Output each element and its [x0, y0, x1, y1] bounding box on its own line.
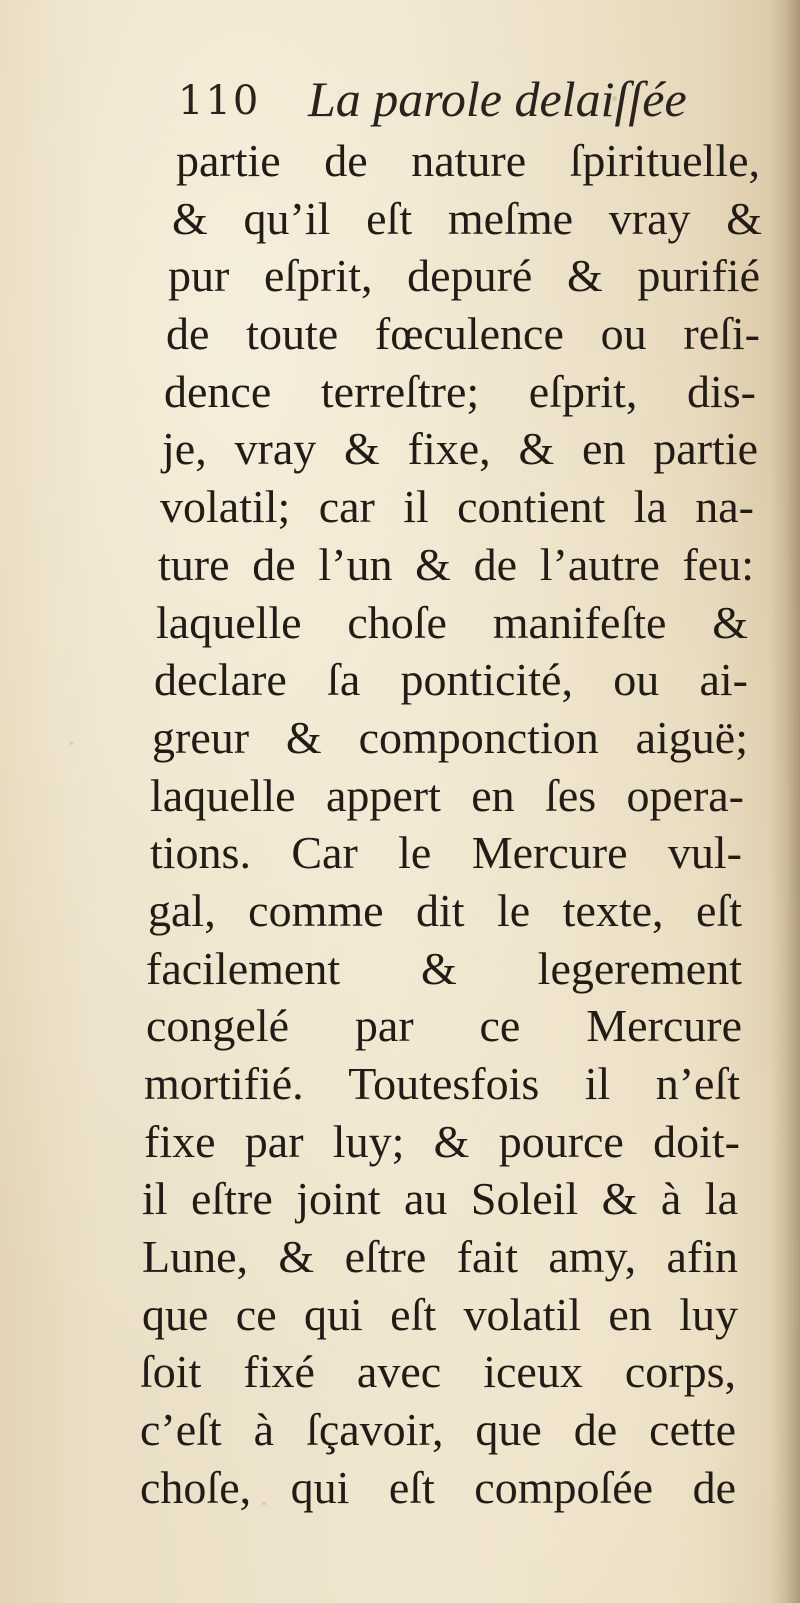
text-line: ture de l’un & de l’autre feu:: [158, 538, 754, 590]
text-line: c’eſt à ſçavoir, que de cette: [140, 1404, 736, 1456]
text-line: laquelle choſe manifeſte &: [156, 596, 748, 648]
text-line: congelé par ce Mercure: [146, 1000, 742, 1052]
text-line: laquelle appert en ſes opera-: [150, 769, 744, 821]
page-number: 110: [178, 78, 261, 124]
text-line: mortifié. Toutesfois il n’eſt: [144, 1058, 740, 1109]
page-gutter-shadow: [770, 0, 800, 1603]
text-line: Lune, & eſtre fait amy, afin: [142, 1231, 738, 1283]
text-line: partie de nature ſpirituelle,: [176, 135, 760, 186]
text-line: pur eſprit, depuré & purifié: [168, 250, 760, 302]
text-line: gal, comme dit le texte, eſt: [148, 884, 742, 936]
text-line: tions. Car le Mercure vul-: [150, 827, 742, 879]
text-line: volatil; car il contient la na-: [160, 481, 754, 533]
text-line: greur & componction aiguë;: [152, 711, 748, 763]
text-line: choſe, qui eſt compoſée de: [140, 1461, 736, 1513]
text-line: de toute fœculence ou reſi-: [166, 308, 760, 360]
text-line: facilement & legerement: [146, 942, 742, 994]
text-line: fixe par luy; & pource doit-: [144, 1115, 740, 1167]
text-line: ſoit fixé avec iceux corps,: [140, 1346, 736, 1398]
text-line: que ce qui eſt volatil en luy: [142, 1288, 738, 1340]
text-line: & qu’il eſt meſme vray &: [172, 192, 762, 244]
paper-stain: [70, 742, 73, 745]
page-header: [178, 68, 738, 134]
text-line: je, vray & fixe, & en partie: [162, 423, 758, 475]
text-line: il eſtre joint au Soleil & à la: [142, 1173, 738, 1225]
running-title: La parole delaiſſée: [308, 71, 687, 127]
text-line: dence terreſtre; eſprit, dis-: [164, 365, 756, 417]
text-line: declare ſa ponticité, ou ai-: [154, 654, 748, 706]
body-text: [140, 132, 760, 1517]
